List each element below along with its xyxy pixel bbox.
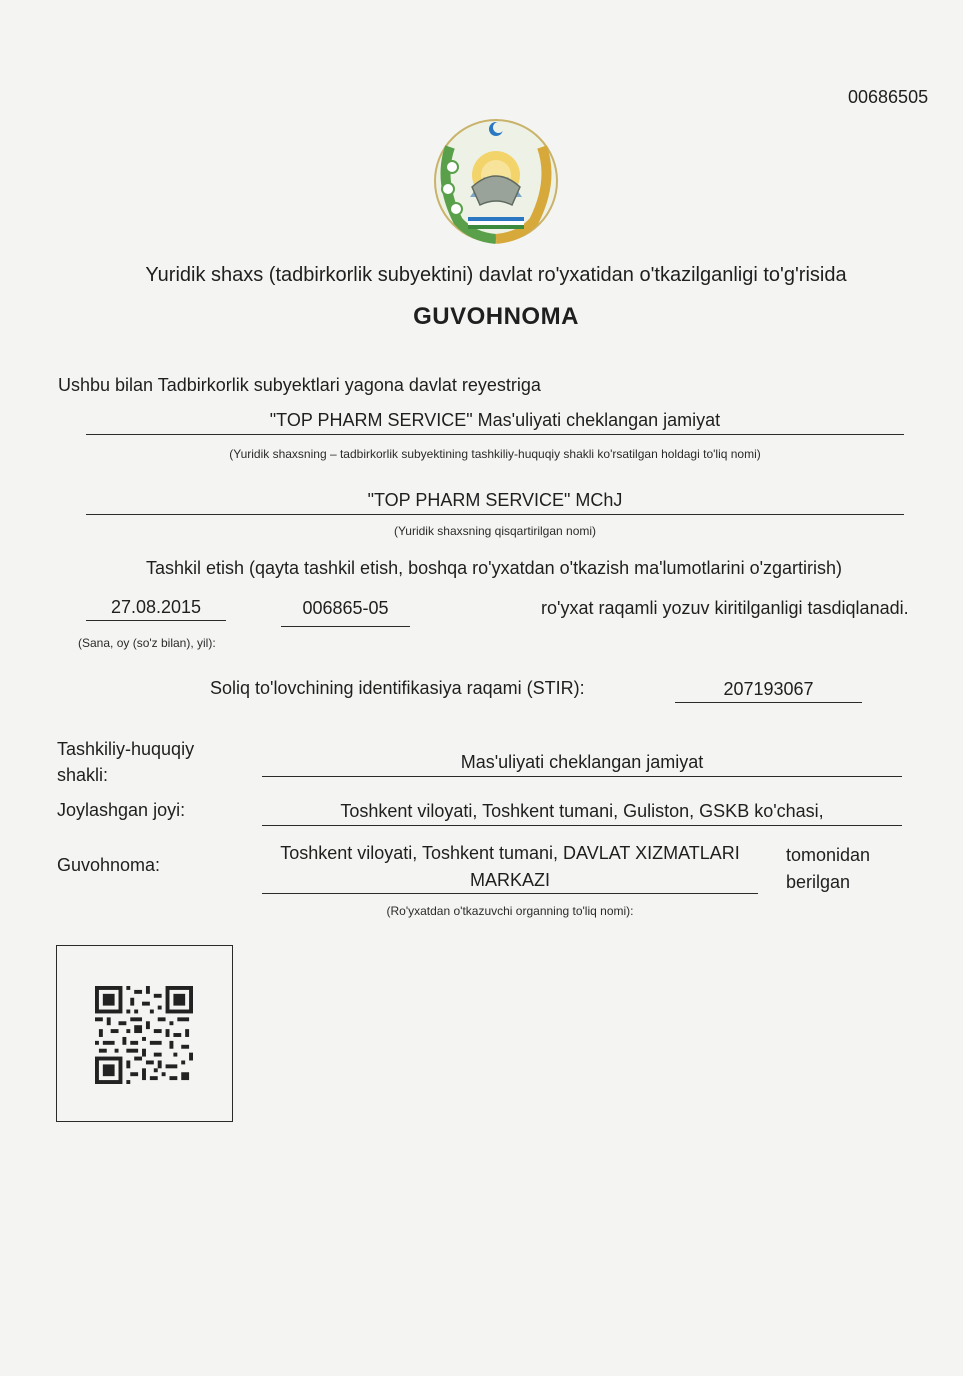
issuer-caption: (Ro'yxatdan o'tkazuvchi organning to'liq nomi): [386,904,634,918]
stir-label: Soliq to'lovchining identifikasiya raqami (STIR): [210,678,585,698]
full-name-value: "TOP PHARM SERVICE" Mas'uliyati cheklangan jamiyat [269,410,721,430]
full-name-caption: (Yuridik shaxsning – tadbirkorlik subyektining tashkiliy-huquqiy shakli ko'rsatilgan holdagi to'liq nomi) [229,447,761,461]
stir-underline [675,702,862,703]
short-name-caption: (Yuridik shaxsning qisqartirilgan nomi) [393,524,597,538]
legal-form-label-2: shakli: [57,765,109,785]
legal-form-value: Mas'uliyati cheklangan jamiyat [460,752,704,772]
full-name-underline [86,434,904,435]
intro-text: Ushbu bilan Tadbirkorlik subyektlari yagona davlat reyestriga [58,375,541,395]
qr-code-frame [56,945,233,1122]
state-emblem-icon [432,117,560,245]
reg-number-underline [281,626,410,627]
qr-code-icon [95,986,193,1084]
issuer-line-1: Toshkent viloyati, Toshkent tumani, DAVLAT XIZMATLARI [280,843,740,863]
certificate-label: Guvohnoma: [57,855,161,875]
date-caption: (Sana, oy (so'z bilan), yil): [78,636,216,650]
issued-by-label: tomonidan [786,845,871,865]
registration-action: Tashkil etish (qayta tashkil etish, boshqa ro'yxatdan o'tkazish ma'lumotlarini o'zgartirish) [145,558,843,578]
registration-date: 27.08.2015 [110,597,202,617]
confirm-text: ro'yxat raqamli yozuv kiritilganligi tasdiqlanadi. [541,598,909,618]
date-underline [86,620,226,621]
stir-value: 207193067 [723,679,814,699]
legal-form-label: Tashkiliy-huquqiy [57,739,195,759]
certificate-title: GUVOHNOMA [413,303,579,330]
location-label: Joylashgan joyi: [57,800,186,820]
issued-by-label-2: berilgan [786,872,851,892]
location-underline [262,825,902,826]
short-name-underline [86,514,904,515]
registration-number: 006865-05 [302,598,389,618]
location-value: Toshkent viloyati, Toshkent tumani, Guliston, GSKB ko'chasi, [340,801,824,821]
issuer-underline [262,893,758,894]
short-name-value: "TOP PHARM SERVICE" MChJ [367,490,623,510]
certificate-subtitle: Yuridik shaxs (tadbirkorlik subyektini) davlat ro'yxatidan o'tkazilganligi to'g'risida [145,264,847,286]
issuer-line-2: MARKAZI [469,870,550,890]
legal-form-underline [262,776,902,777]
serial-number: 00686505 [848,87,929,107]
